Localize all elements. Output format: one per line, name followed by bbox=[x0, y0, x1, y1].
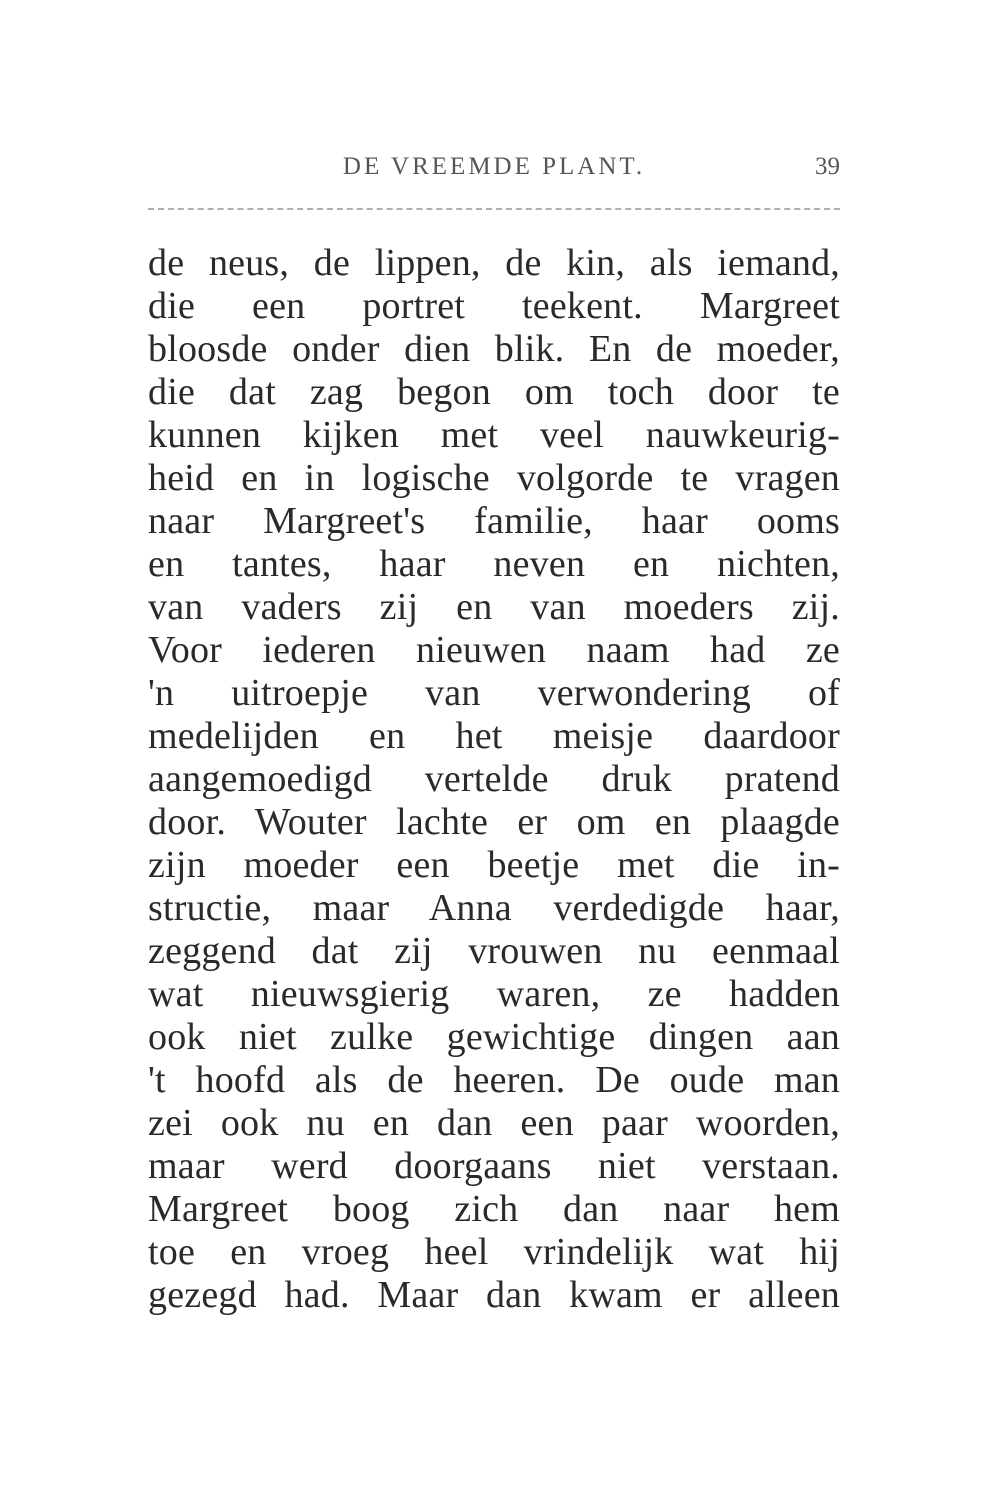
text-line: 't hoofd als de heeren. De oude man bbox=[148, 1059, 840, 1101]
header-rule bbox=[148, 208, 840, 210]
text-line: de neus, de lippen, de kin, als iemand, bbox=[148, 242, 840, 284]
text-line: van vaders zij en van moeders zij. bbox=[148, 586, 840, 628]
text-line: Voor iederen nieuwen naam had ze bbox=[148, 629, 840, 671]
text-line: die een portret teekent. Margreet bbox=[148, 285, 840, 327]
text-line: aangemoedigd vertelde druk pratend bbox=[148, 758, 840, 800]
text-line: toe en vroeg heel vrindelijk wat hij bbox=[148, 1231, 840, 1273]
text-line: structie, maar Anna verdedigde haar, bbox=[148, 887, 840, 929]
text-line: bloosde onder dien blik. En de moeder, bbox=[148, 328, 840, 370]
text-line: maar werd doorgaans niet verstaan. bbox=[148, 1145, 840, 1187]
text-line: die dat zag begon om toch door te bbox=[148, 371, 840, 413]
text-line: wat nieuwsgierig waren, ze hadden bbox=[148, 973, 840, 1015]
text-line: ook niet zulke gewichtige dingen aan bbox=[148, 1016, 840, 1058]
text-line: en tantes, haar neven en nichten, bbox=[148, 543, 840, 585]
text-line: zijn moeder een beetje met die in- bbox=[148, 844, 840, 886]
text-line: medelijden en het meisje daardoor bbox=[148, 715, 840, 757]
text-line: naar Margreet's familie, haar ooms bbox=[148, 500, 840, 542]
running-title: DE VREEMDE PLANT. bbox=[342, 153, 646, 180]
text-line: door. Wouter lachte er om en plaagde bbox=[148, 801, 840, 843]
text-line: 'n uitroepje van verwondering of bbox=[148, 672, 840, 714]
text-line: Margreet boog zich dan naar hem bbox=[148, 1188, 840, 1230]
text-line: zeggend dat zij vrouwen nu eenmaal bbox=[148, 930, 840, 972]
page-number: 39 bbox=[815, 153, 840, 180]
body-text bbox=[148, 242, 840, 1317]
running-head bbox=[148, 153, 840, 193]
text-line: zei ook nu en dan een paar woorden, bbox=[148, 1102, 840, 1144]
text-line: heid en in logische volgorde te vragen bbox=[148, 457, 840, 499]
text-line: kunnen kijken met veel nauwkeurig- bbox=[148, 414, 840, 456]
text-line: gezegd had. Maar dan kwam er alleen bbox=[148, 1274, 840, 1316]
